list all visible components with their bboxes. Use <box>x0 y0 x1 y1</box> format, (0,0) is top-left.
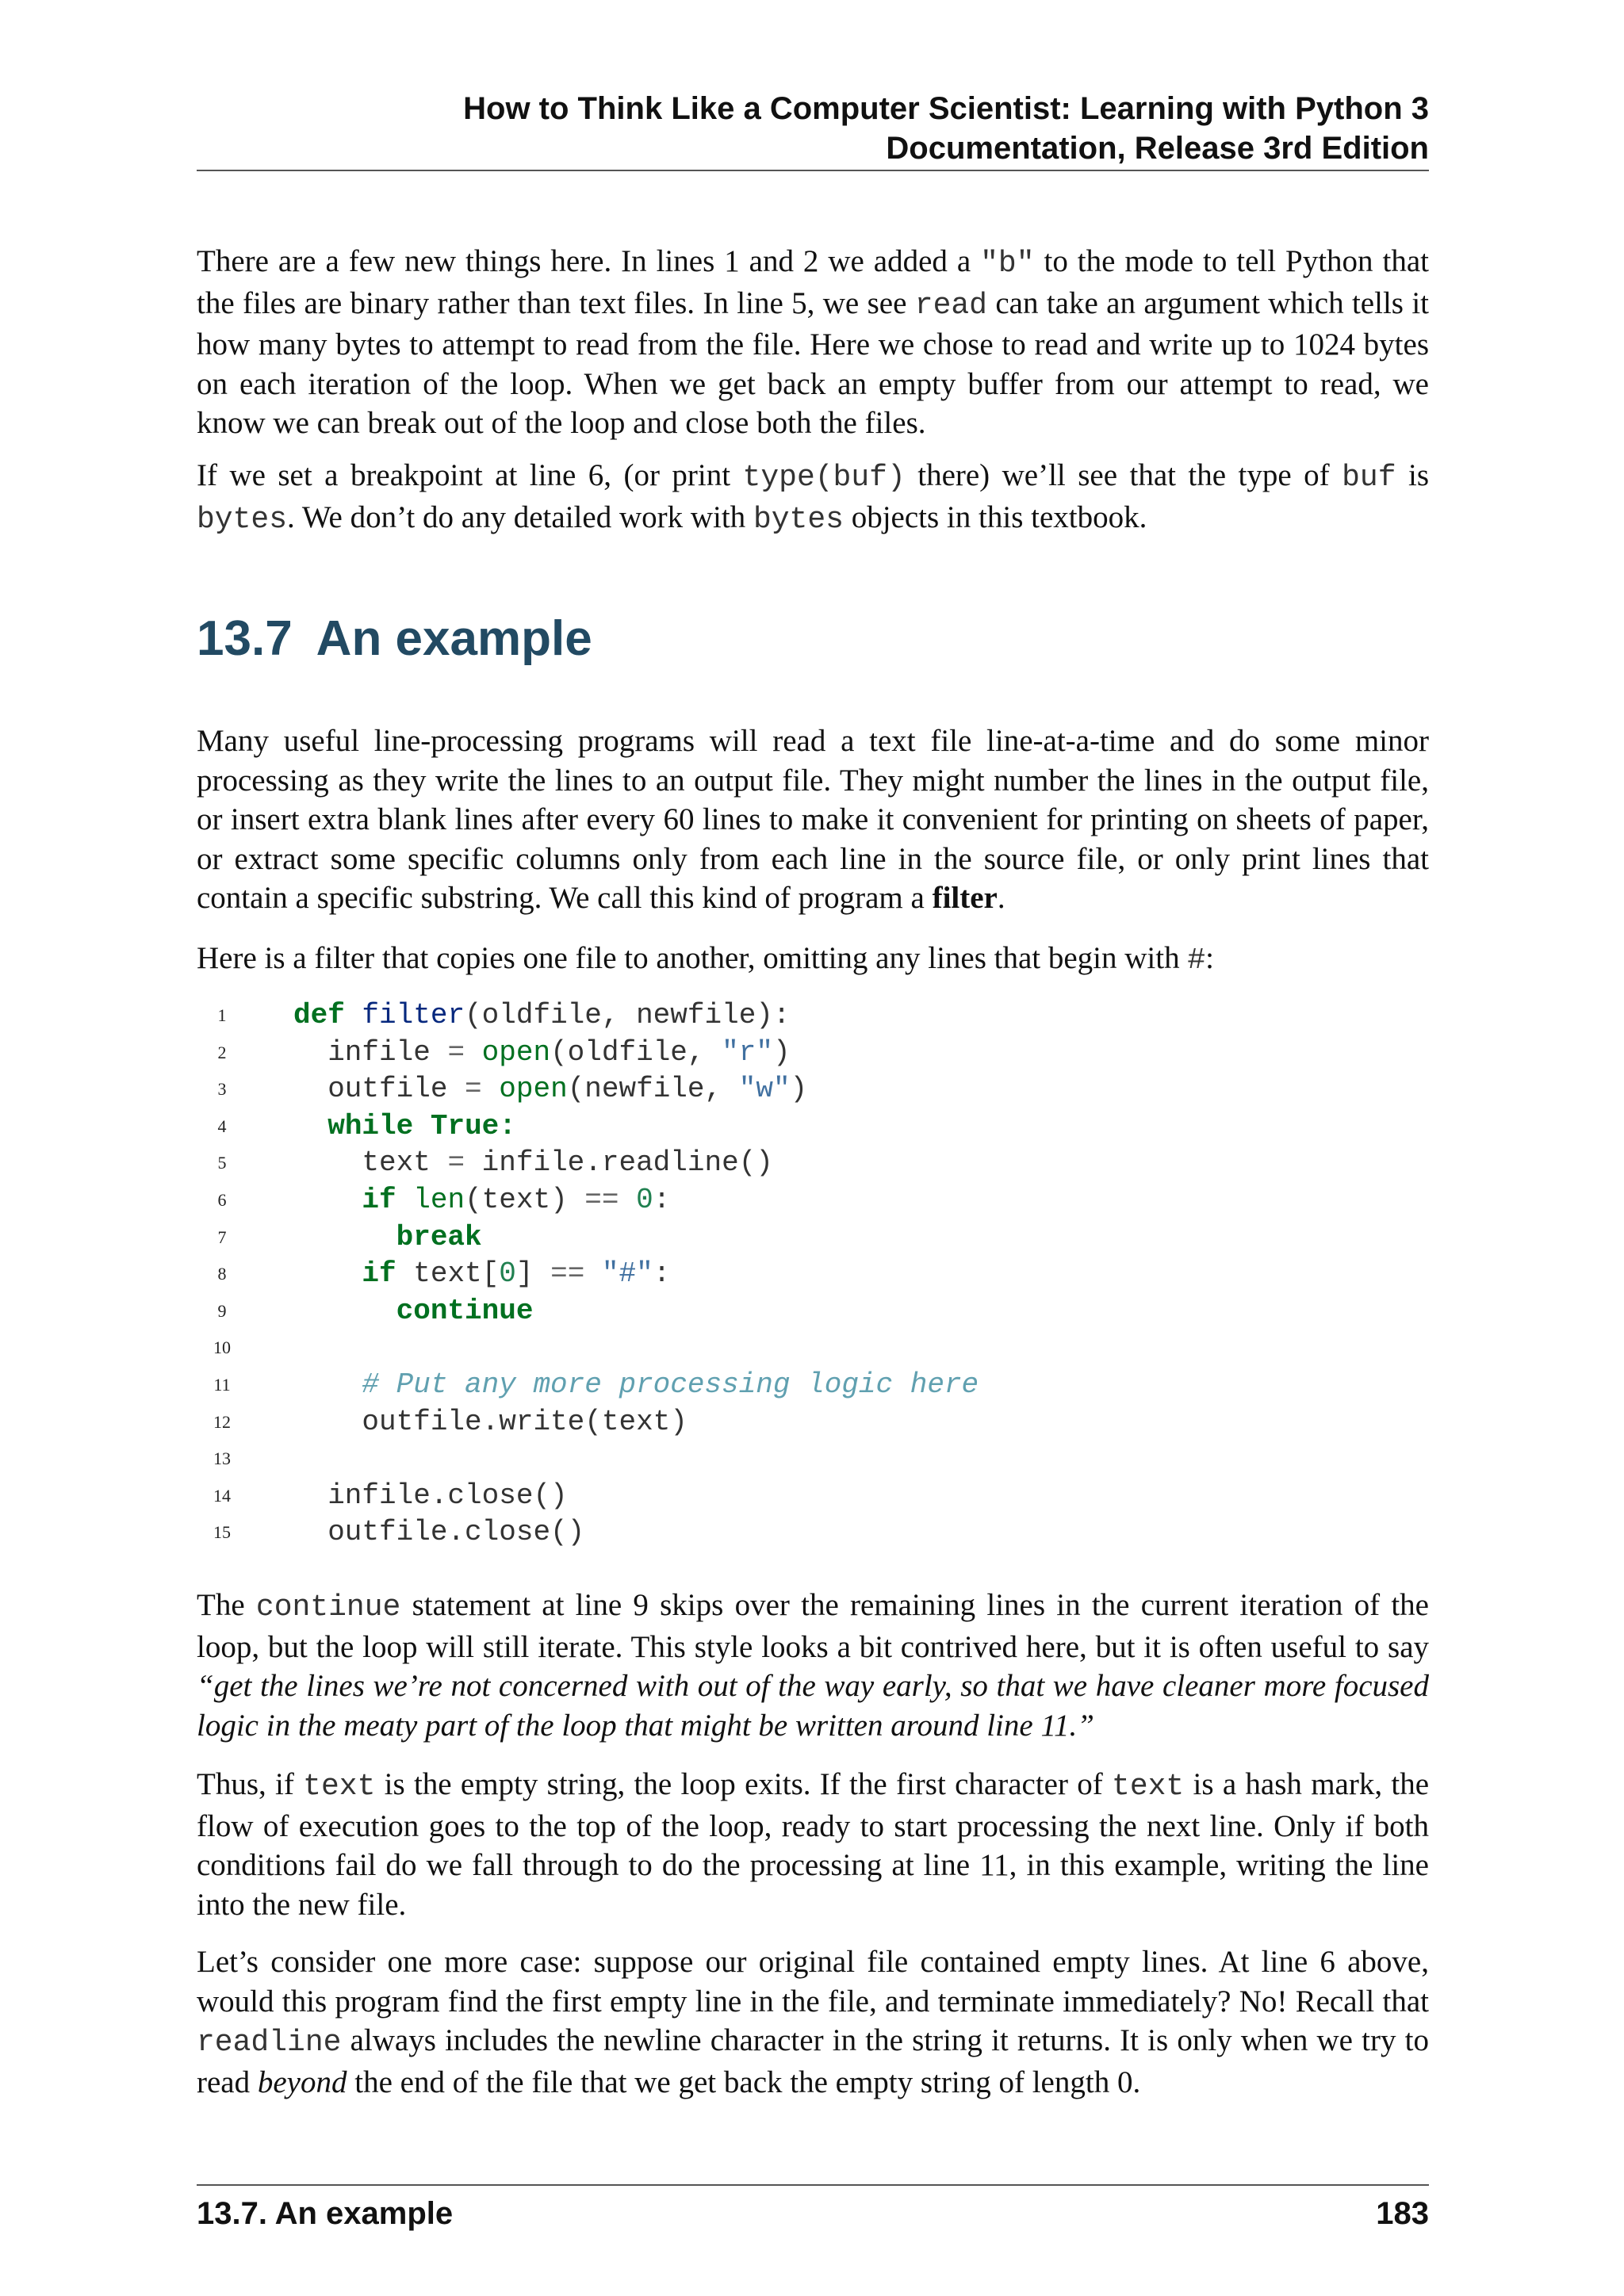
code-text: if len(text) == 0: <box>362 1183 671 1216</box>
line-number: 14 <box>213 1485 231 1506</box>
footer-divider <box>197 2184 1429 2186</box>
paragraph-empty-string: Thus, if text is the empty string, the loop exits. If the first character of text is a hash mark, the flow of execution goes to the top of the loop, ready to start processing the next line. Only if both conditions fail do we fall through to do the processing at line 11, in this example, writing the line into the new file. <box>197 1767 1430 1922</box>
italic-word: beyond <box>257 2064 347 2099</box>
line-number: 8 <box>217 1264 227 1284</box>
line-number: 10 <box>213 1337 231 1358</box>
code-line <box>197 1219 1429 1257</box>
inline-code: readline <box>197 2026 342 2060</box>
italic-quote: “get the lines we’re not concerned with out of the way early, so that we have cleaner more focused logic in the meaty part of the loop that might be written around line 11.” <box>197 1669 1429 1743</box>
inline-code: type(buf) <box>742 461 906 495</box>
bold-term: filter <box>932 881 998 915</box>
code-line <box>197 1035 1429 1072</box>
paragraph-binary-mode: There are a few new things here. In lines 1 and 2 we added a "b" to the mode to tell Python that the files are binary rather than text files. In line 5, we see read can take an argument which tells it how many bytes to attempt to read from the file. Here we chose to read and write up to 1024 bytes on each iteration of the loop. When we get back an empty buffer from our attempt to read, we know we can break out of the loop and close both the files. <box>197 244 1429 440</box>
code-line <box>197 1145 1429 1182</box>
code-text: outfile.close() <box>293 1516 585 1549</box>
code-line <box>197 1404 1429 1441</box>
code-text: text = infile.readline() <box>293 1146 773 1180</box>
code-listing <box>197 997 1429 1552</box>
line-number: 11 <box>213 1374 231 1395</box>
code-line <box>197 1478 1429 1515</box>
code-line <box>197 1514 1429 1552</box>
page-number: 183 <box>1376 2196 1429 2231</box>
code-line <box>197 1256 1429 1293</box>
inline-code: # <box>1187 943 1206 978</box>
code-line <box>197 1182 1429 1219</box>
line-number: 12 <box>213 1411 231 1432</box>
paragraph-filter-intro: Many useful line-processing programs will read a text file line-at-a-time and do some minor processing as they write the lines to an output file. They might number the lines in the output file, or insert extra blank lines after every 60 lines to make it convenient for printing on sheets of paper, or extract some specific columns only from each line in the source file, or only print lines that contain a specific substring. We call this kind of program a filter. <box>197 724 1429 915</box>
code-text: outfile.write(text) <box>293 1405 688 1438</box>
code-line <box>197 997 1429 1035</box>
code-line <box>197 1367 1429 1404</box>
paragraph-filter-lead: Here is a filter that copies one file to another, omitting any lines that begin with #: <box>197 941 1215 978</box>
inline-code: continue <box>255 1590 401 1624</box>
running-footer <box>197 2193 1429 2234</box>
line-number: 4 <box>217 1115 227 1136</box>
line-number: 6 <box>217 1189 227 1210</box>
code-line <box>197 1441 1429 1478</box>
code-line <box>197 1330 1429 1367</box>
footer-section: 13.7. An example <box>197 2196 454 2231</box>
line-number: 5 <box>217 1153 227 1173</box>
running-header <box>197 89 1429 168</box>
section-heading <box>197 609 592 669</box>
inline-code: buf <box>1342 461 1396 495</box>
paragraph-continue: The continue statement at line 9 skips over the remaining lines in the current iteration of the loop, but the loop will still iterate. This style looks a bit contrived here, but it is often useful to say “get the lines we’re not concerned with out of the way early, so that we have cleaner more focused logic in the meaty part of the loop that might be written around line 11.” <box>197 1588 1429 1743</box>
code-line <box>197 1071 1429 1108</box>
inline-code: text <box>1112 1770 1185 1804</box>
line-number: 3 <box>217 1079 227 1100</box>
section-title: An example <box>316 611 592 666</box>
header-divider <box>197 170 1429 171</box>
paragraph-empty-lines: Let’s consider one more case: suppose our original file contained empty lines. At line 6 above, would this program find the first empty line in the file, and terminate immediately? No! Recall that readline always includes the newline character in the string it returns. It is only when we try to read beyond the end of the file that we get back the empty string of length 0. <box>197 1945 1429 2099</box>
inline-code: bytes <box>753 502 844 537</box>
line-number: 2 <box>217 1042 227 1062</box>
paragraph-breakpoint: If we set a breakpoint at line 6, (or print type(buf) there) we’ll see that the type of buf is bytes. We don’t do any detailed work with bytes objects in this textbook. <box>197 458 1430 537</box>
line-number: 13 <box>213 1448 231 1469</box>
line-number: 7 <box>217 1226 227 1247</box>
code-text: outfile = open(newfile, "w") <box>293 1073 808 1106</box>
line-number: 1 <box>217 1005 227 1025</box>
code-text: break <box>396 1220 482 1253</box>
code-text: def filter(oldfile, newfile): <box>293 999 791 1031</box>
code-line <box>197 1293 1429 1330</box>
line-number: 15 <box>213 1522 231 1543</box>
code-text: infile.close() <box>293 1479 568 1512</box>
section-number: 13.7 <box>197 611 293 666</box>
inline-code: bytes <box>197 502 288 537</box>
inline-code: read <box>914 288 987 323</box>
code-text: infile = open(oldfile, "r") <box>293 1035 791 1069</box>
header-title-line2: Documentation, Release 3rd Edition <box>886 131 1429 166</box>
code-text: while True: <box>327 1109 516 1142</box>
code-line <box>197 1108 1429 1146</box>
code-text: # Put any more processing logic here <box>362 1368 979 1401</box>
header-title-line1: How to Think Like a Computer Scientist: Learning with Python 3 <box>463 91 1429 126</box>
inline-code: text <box>303 1770 376 1804</box>
code-text: continue <box>396 1294 534 1327</box>
line-number: 9 <box>217 1300 227 1321</box>
code-text: if text[0] == "#": <box>362 1257 671 1291</box>
inline-code: "b" <box>980 247 1035 281</box>
